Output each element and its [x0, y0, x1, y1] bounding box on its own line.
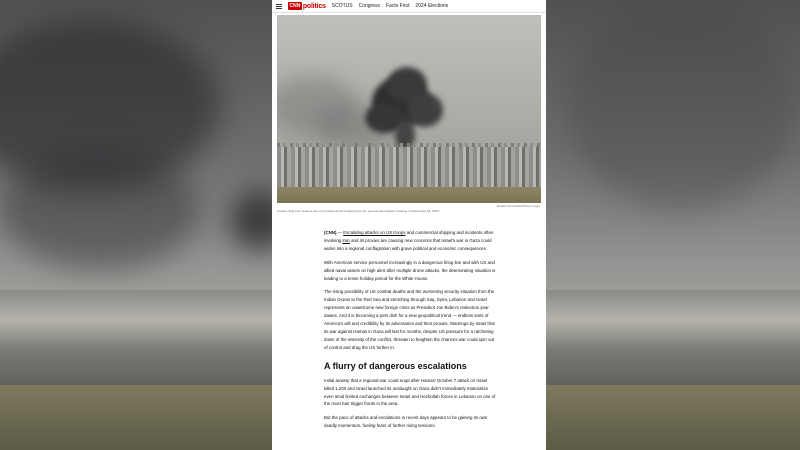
background-image-left [0, 0, 272, 450]
nav-link-congress[interactable]: Congress [358, 3, 380, 9]
logo-text: politics [302, 2, 326, 10]
paragraph-1: (CNN) — Escalating attacks on US troops and commercial shipping and incidents often involving Iran and its proxies are causing new concerns that Israel's war in Gaza could widen into a regional conflagration with grave political and economic consequences. [324, 230, 494, 251]
nav-link-2024-elections[interactable]: 2024 Elections [415, 3, 449, 9]
background-image-right [546, 0, 800, 450]
paragraph-2: With American service personnel increasingly in a dangerous firing line and with US and allied naval assets on high alert after multiple drone attacks, the deteriorating situation is leading to a tense holiday period for the White House. [324, 259, 496, 281]
nav-link-scotus[interactable]: SCOTUS [331, 3, 353, 9]
hamburger-menu-icon[interactable] [276, 4, 282, 9]
article-page [272, 0, 546, 450]
paragraph-5: But the pace of attacks and escalations in recent days appears to be gaining its own deadly momentum, fueling fears of further rising tensions. [324, 415, 488, 429]
hero-image [277, 15, 541, 203]
photo-credit: Ronaldo Schemidt/AFP/Getty Images [496, 205, 540, 208]
article-body [272, 229, 546, 430]
paragraph-3: The rising possibility of US combat deaths and the worsening security situation from the Indian Ocean to the Red Sea and stretching through Iraq, Syria, Lebanon and Israel represents an unwelcome new foreign crisis as President Joe Biden's reelection year dawns. And it is becoming a petri dish for a new geopolitical trend — endless tests of America's will and credibility by its adversaries and their proxies. Warnings by Israel that its war against Hamas in Gaza will last for months, despite US pressure for a ratcheting down of the intensity of the conflict, threaten to heighten the chances war could spin out of control and drag the US further in. [324, 289, 495, 350]
source-tag: (CNN) [324, 230, 337, 235]
section-heading: A flurry of dangerous escalations [324, 360, 467, 371]
photo-caption: Smoke rising from Gaza is seen from Israel as the Israeli army's air, sea and land attacks continue on December 18, 2023. [277, 209, 440, 213]
link-escalating-attacks[interactable]: Escalating attacks on US troops [343, 230, 406, 235]
logo-mark: CNN [289, 3, 301, 9]
link-iran[interactable]: Iran [342, 237, 350, 243]
cnn-politics-logo[interactable] [288, 2, 326, 10]
top-nav [272, 0, 546, 13]
paragraph-4: Initial anxiety that a regional war could erupt after Hamas' October 7 attack on Israel killed 1,200 and Israel launched its onslaught on Gaza didn't immediately materialize even amid limited exchanges between Israel and Hezbollah forces in Lebanon on one of the most hair trigger fronts in the area. [324, 377, 496, 407]
nav-link-facts-first[interactable]: Facts First [386, 3, 410, 9]
